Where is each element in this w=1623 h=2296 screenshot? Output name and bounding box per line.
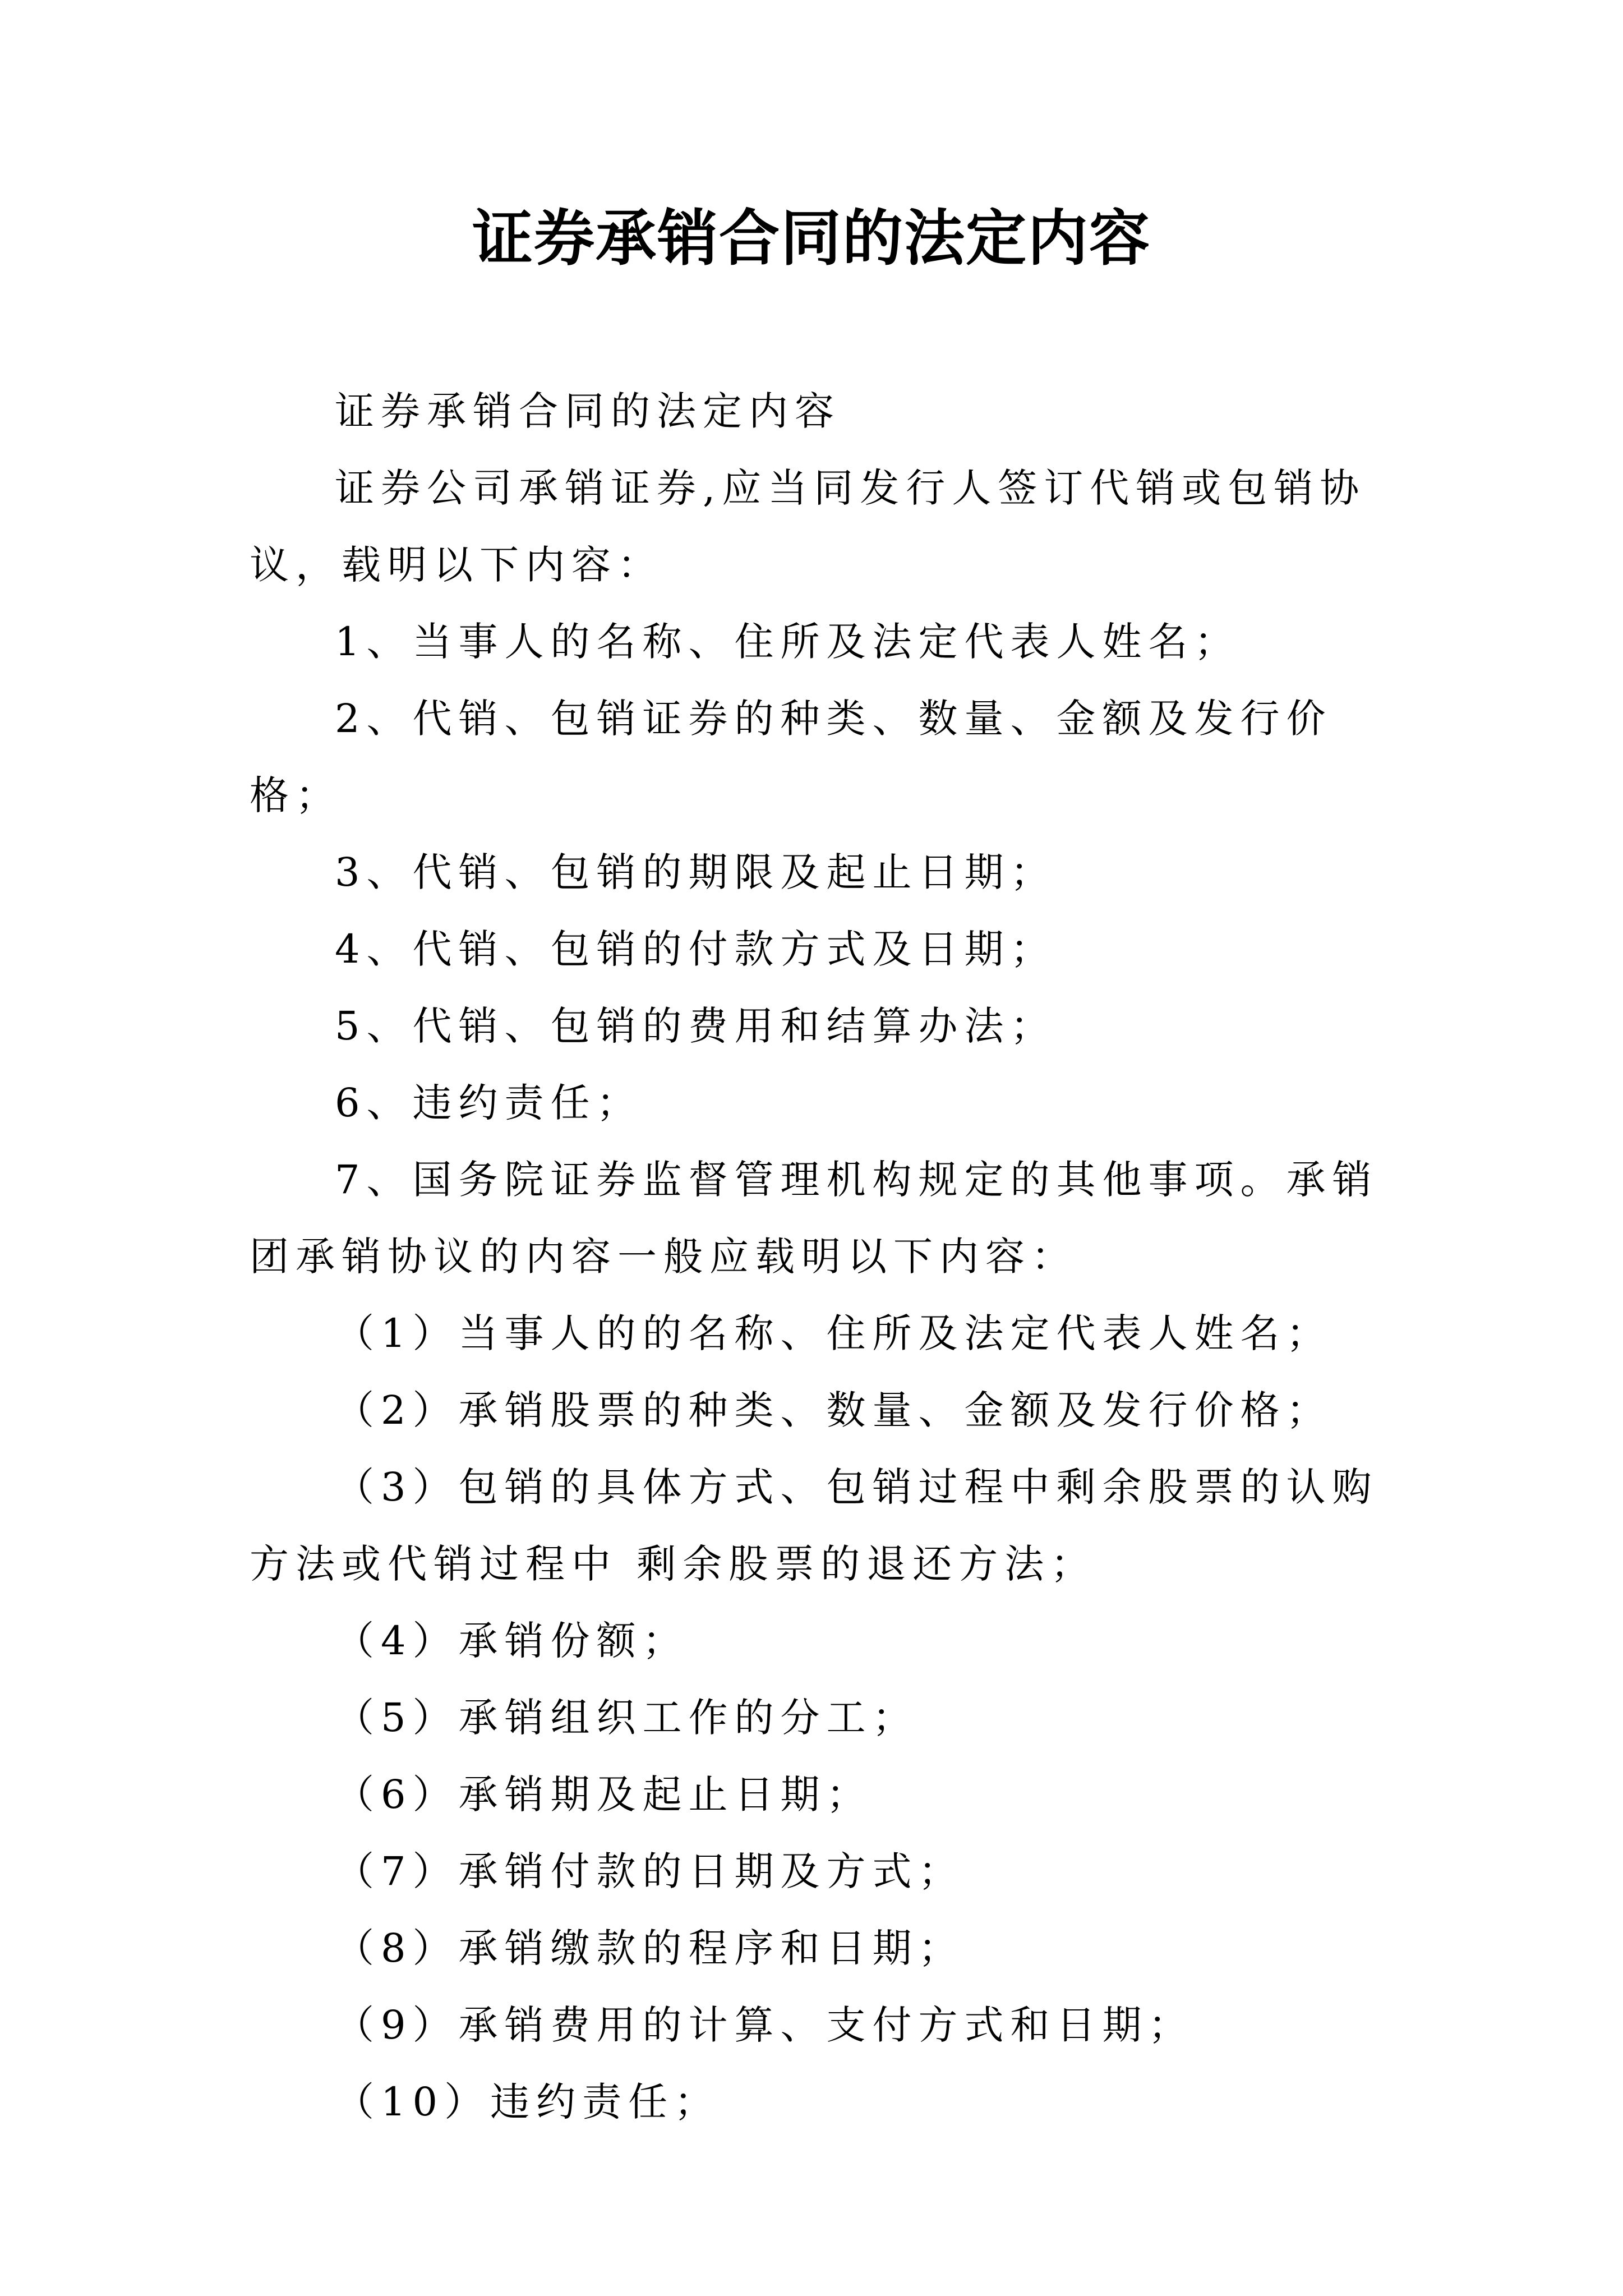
document-title: 证券承销合同的法定内容 bbox=[472, 203, 1151, 274]
list-item-5: 5、代销、包销的费用和结算办法； bbox=[335, 1003, 1057, 1049]
list-item-4: 4、代销、包销的付款方式及日期； bbox=[335, 926, 1057, 972]
sub-item-6: （6）承销期及起止日期； bbox=[335, 1772, 873, 1818]
document-body bbox=[250, 373, 1388, 2141]
sub-item-7: （7）承销付款的日期及方式； bbox=[335, 1848, 965, 1894]
sub-item-4: （4）承销份额； bbox=[335, 1618, 689, 1664]
sub-item-9: （9）承销费用的计算、支付方式和日期； bbox=[335, 2002, 1195, 2048]
list-item-3: 3、代销、包销的期限及起止日期； bbox=[335, 849, 1057, 895]
list-item-1: 1、当事人的名称、住所及法定代表人姓名； bbox=[335, 619, 1241, 665]
list-item-6: 6、违约责任； bbox=[335, 1080, 643, 1126]
sub-item-3: （3）包销的具体方式、包销过程中剩余股票的认购方法或代销过程中 剩余股票的退还方法； bbox=[250, 1464, 1378, 1587]
list-item-7: 7、国务院证券监督管理机构规定的其他事项。承销团承销协议的内容一般应载明以下内容： bbox=[250, 1157, 1378, 1280]
paragraph-intro: 证券公司承销证券,应当同发行人签订代销或包销协议，载明以下内容： bbox=[250, 465, 1366, 588]
sub-item-2: （2）承销股票的种类、数量、金额及发行价格； bbox=[335, 1387, 1332, 1433]
sub-item-8: （8）承销缴款的程序和日期； bbox=[335, 1925, 965, 1971]
sub-item-5: （5）承销组织工作的分工； bbox=[335, 1695, 919, 1741]
paragraph-heading: 证券承销合同的法定内容 bbox=[335, 388, 841, 434]
list-item-2: 2、代销、包销证券的种类、数量、金额及发行价格； bbox=[250, 696, 1332, 818]
sub-item-1: （1）当事人的的名称、住所及法定代表人姓名； bbox=[335, 1310, 1332, 1356]
sub-item-10: （10）违约责任； bbox=[335, 2079, 721, 2125]
